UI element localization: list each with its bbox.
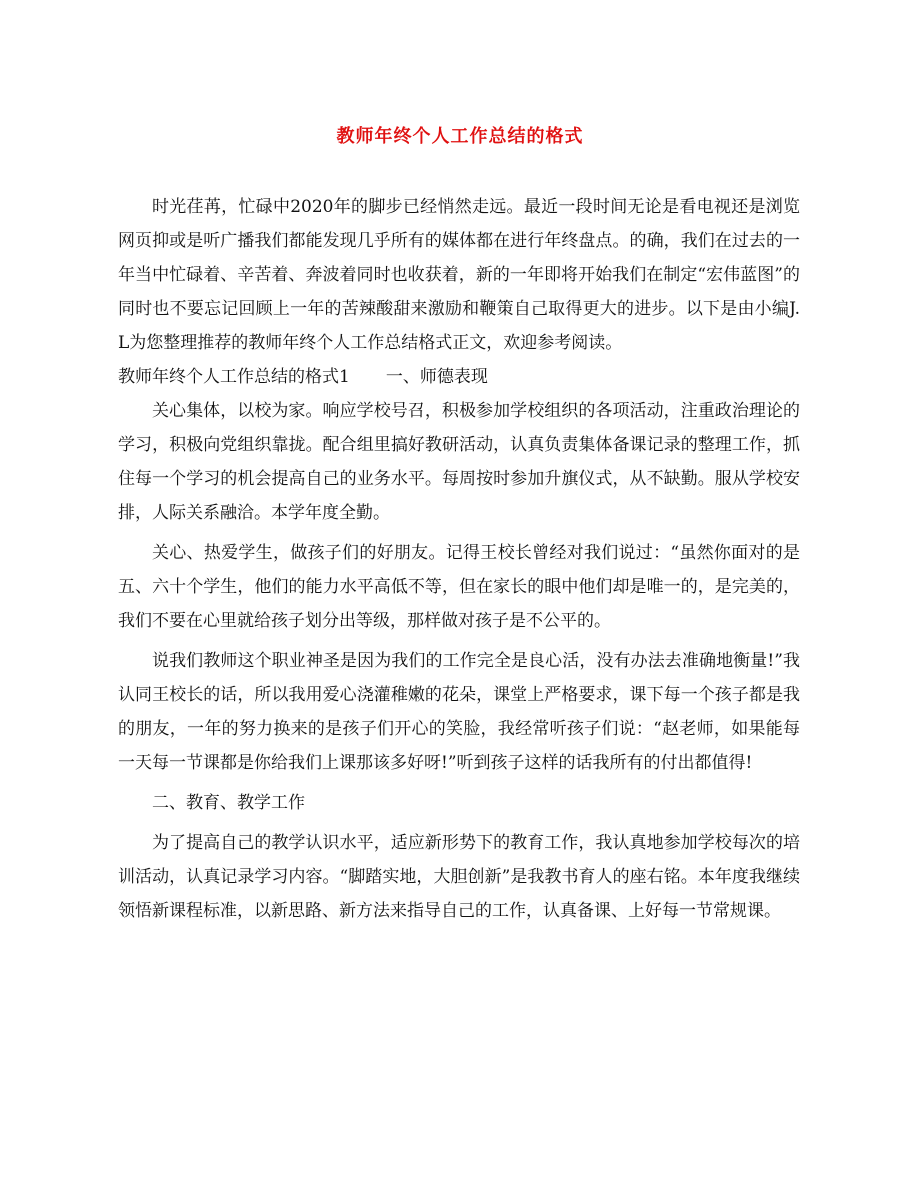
paragraph-3: 说我们教师这个职业神圣是因为我们的工作完全是良心活，没有办法去准确地衡量!”我认同王校长的话，所以我用爱心浇灌稚嫩的花朵，课堂上严格要求，课下每一个孩子都是我的朋友，一年的努力换来的是孩子们开心的笑脸，我经常听孩子们说：“赵老师，如果能每一天每一节课都是你给我们上课那该多好呀!”听到孩子这样的话我所有的付出都值得! <box>118 651 800 773</box>
section-1-heading: 一、师德表现 <box>385 367 488 387</box>
paragraph-4: 为了提高自己的教学认识水平，适应新形势下的教育工作，我认真地参加学校每次的培训活动，认真记录学习内容。“脚踏实地，大胆创新”是我教书育人的座右铭。本年度我继续领悟新课程标准，以新思路、新方法来指导自己的工作，认真备课、上好每一节常规课。 <box>118 833 800 921</box>
heading-1: 教师年终个人工作总结的格式1 <box>118 367 350 387</box>
paragraph-2: 关心、热爱学生，做孩子们的好朋友。记得王校长曾经对我们说过：“虽然你面对的是五、六十个学生，他们的能力水平高低不等，但在家长的眼中他们却是唯一的，是完美的，我们不要在心里就给孩子划分出等级，那样做对孩子是不公平的。 <box>118 543 800 631</box>
document-body <box>118 190 800 928</box>
paragraph-1: 关心集体，以校为家。响应学校号召，积极参加学校组织的各项活动，注重政治理论的学习，积极向党组织靠拢。配合组里搞好教研活动，认真负责集体备课记录的整理工作，抓住每一个学习的机会提高自己的业务水平。每周按时参加升旗仪式，从不缺勤。服从学校安排，人际关系融洽。本学年度全勤。 <box>118 401 800 523</box>
section-2-heading: 二、教育、教学工作 <box>152 793 305 813</box>
heading-line <box>118 360 800 394</box>
document-title: 教师年终个人工作总结的格式 <box>336 126 584 147</box>
intro-paragraph: 时光荏苒，忙碌中2020年的脚步已经悄然走远。最近一段时间无论是看电视还是浏览网页抑或是听广播我们都能发现几乎所有的媒体都在进行年终盘点。的确，我们在过去的一年当中忙碌着、辛苦着、奔波着同时也收获着，新的一年即将开始我们在制定“宏伟蓝图”的同时也不要忘记回顾上一年的苦辣酸甜来激励和鞭策自己取得更大的进步。以下是由小编J.L为您整理推荐的教师年终个人工作总结格式正文，欢迎参考阅读。 <box>118 197 800 353</box>
